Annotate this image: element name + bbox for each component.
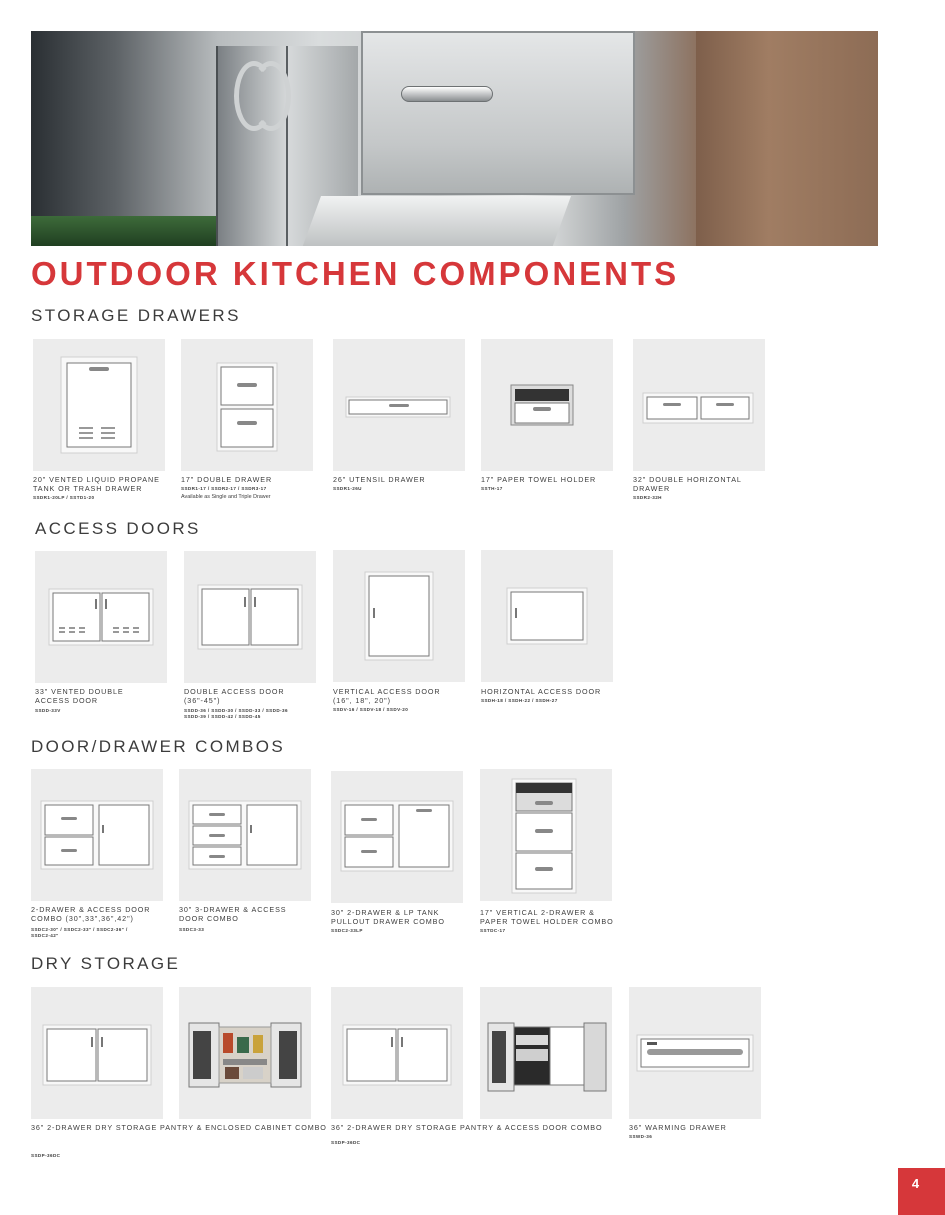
product-image-vertical-2-drawer-paper-towel-combo <box>480 769 612 901</box>
product-sku: SSDR1-17 / SSDR2-17 / SSDR3-17 <box>181 486 267 491</box>
page-title: OUTDOOR KITCHEN COMPONENTS <box>31 255 680 292</box>
product-sku: SSDP-36DC <box>331 1140 361 1145</box>
drawer-illustration <box>361 31 635 195</box>
product-caption: 36" 2-DRAWER DRY STORAGE PANTRY & ACCESS DOOR COMBO <box>331 1123 603 1132</box>
product-caption: 30" 3-DRAWER & ACCESS DOOR COMBO <box>179 905 287 923</box>
product-sku: SSDR1-26U <box>333 486 362 491</box>
product-caption: 17" DOUBLE DRAWER <box>181 475 273 484</box>
product-note: Available as Single and Triple Drawer <box>181 494 271 500</box>
product-sku: SSDC3-33 <box>179 927 205 932</box>
product-caption: 17" VERTICAL 2-DRAWER & PAPER TOWEL HOLDER COMBO <box>480 908 614 926</box>
product-caption: 2-DRAWER & ACCESS DOOR COMBO (30",33",36",42") <box>31 905 151 923</box>
product-image-paper-towel-holder <box>481 339 613 471</box>
product-image-vented-double-access-door <box>35 551 167 683</box>
product-image-2-drawer-access-door-combo <box>31 769 163 901</box>
product-image-utensil-drawer <box>333 339 465 471</box>
product-sku: SSTDC-17 <box>480 928 506 933</box>
product-sku: SSWD-36 <box>629 1134 653 1139</box>
product-caption: 26" UTENSIL DRAWER <box>333 475 426 484</box>
product-caption: 32" DOUBLE HORIZONTAL DRAWER <box>633 475 742 493</box>
product-caption: 17" PAPER TOWEL HOLDER <box>481 475 597 484</box>
product-caption: 30" 2-DRAWER & LP TANK PULLOUT DRAWER COMBO <box>331 908 445 926</box>
product-image-dry-pantry-access-open <box>480 987 612 1119</box>
product-caption: 36" WARMING DRAWER <box>629 1123 727 1132</box>
product-image-vertical-access-door <box>333 550 465 682</box>
product-image-double-horizontal-drawer <box>633 339 765 471</box>
product-image-dry-pantry-access-closed <box>331 987 463 1119</box>
product-caption: HORIZONTAL ACCESS DOOR <box>481 687 602 696</box>
section-title-dry-storage: DRY STORAGE <box>31 954 181 973</box>
section-title-storage-drawers: STORAGE DRAWERS <box>31 306 241 325</box>
product-image-warming-drawer <box>629 987 761 1119</box>
product-image-2-drawer-lp-tank-combo <box>331 771 463 903</box>
product-sku: SSDC2-30" / SSDC2-33" / SSDC2-36" / SSDC2-42" <box>31 927 128 938</box>
product-sku: SSDP-36DC <box>31 1153 61 1158</box>
section-title-access-doors: ACCESS DOORS <box>35 519 201 538</box>
product-sku: SSDR2-32H <box>633 495 662 500</box>
product-caption: 20" VENTED LIQUID PROPANE TANK OR TRASH DRAWER <box>33 475 160 493</box>
product-sku: SSDC2-33LP <box>331 928 363 933</box>
product-image-vented-lp-drawer <box>33 339 165 471</box>
product-image-double-access-door <box>184 551 316 683</box>
product-caption: 33" VENTED DOUBLE ACCESS DOOR <box>35 687 124 705</box>
product-sku: SSDD-33V <box>35 708 61 713</box>
product-image-horizontal-access-door <box>481 550 613 682</box>
product-sku: SSTH-17 <box>481 486 503 491</box>
product-sku: SSDH-18 / SSDH-22 / SSDH-27 <box>481 698 558 703</box>
product-sku: SSDR1-20LP / SSTD1-20 <box>33 495 95 500</box>
product-sku: SSDD-36 / SSDD-30 / SSDD-33 / SSDD-36 SSDD-39 / SSDD-42 / SSDD-45 <box>184 708 288 719</box>
product-caption: DOUBLE ACCESS DOOR (36"-45") <box>184 687 285 705</box>
product-image-dry-pantry-open <box>179 987 311 1119</box>
product-caption: 36" 2-DRAWER DRY STORAGE PANTRY & ENCLOSED CABINET COMBO <box>31 1123 327 1132</box>
section-title-door-drawer-combos: DOOR/DRAWER COMBOS <box>31 737 286 756</box>
product-image-double-drawer <box>181 339 313 471</box>
product-image-3-drawer-access-door-combo <box>179 769 311 901</box>
product-sku: SSDV-16 / SSDV-18 / SSDV-20 <box>333 707 409 712</box>
page-number: 4 <box>911 1176 920 1191</box>
product-image-dry-pantry-closed <box>31 987 163 1119</box>
product-caption: VERTICAL ACCESS DOOR (16", 18", 20") <box>333 687 441 705</box>
hero-photo <box>31 31 878 246</box>
